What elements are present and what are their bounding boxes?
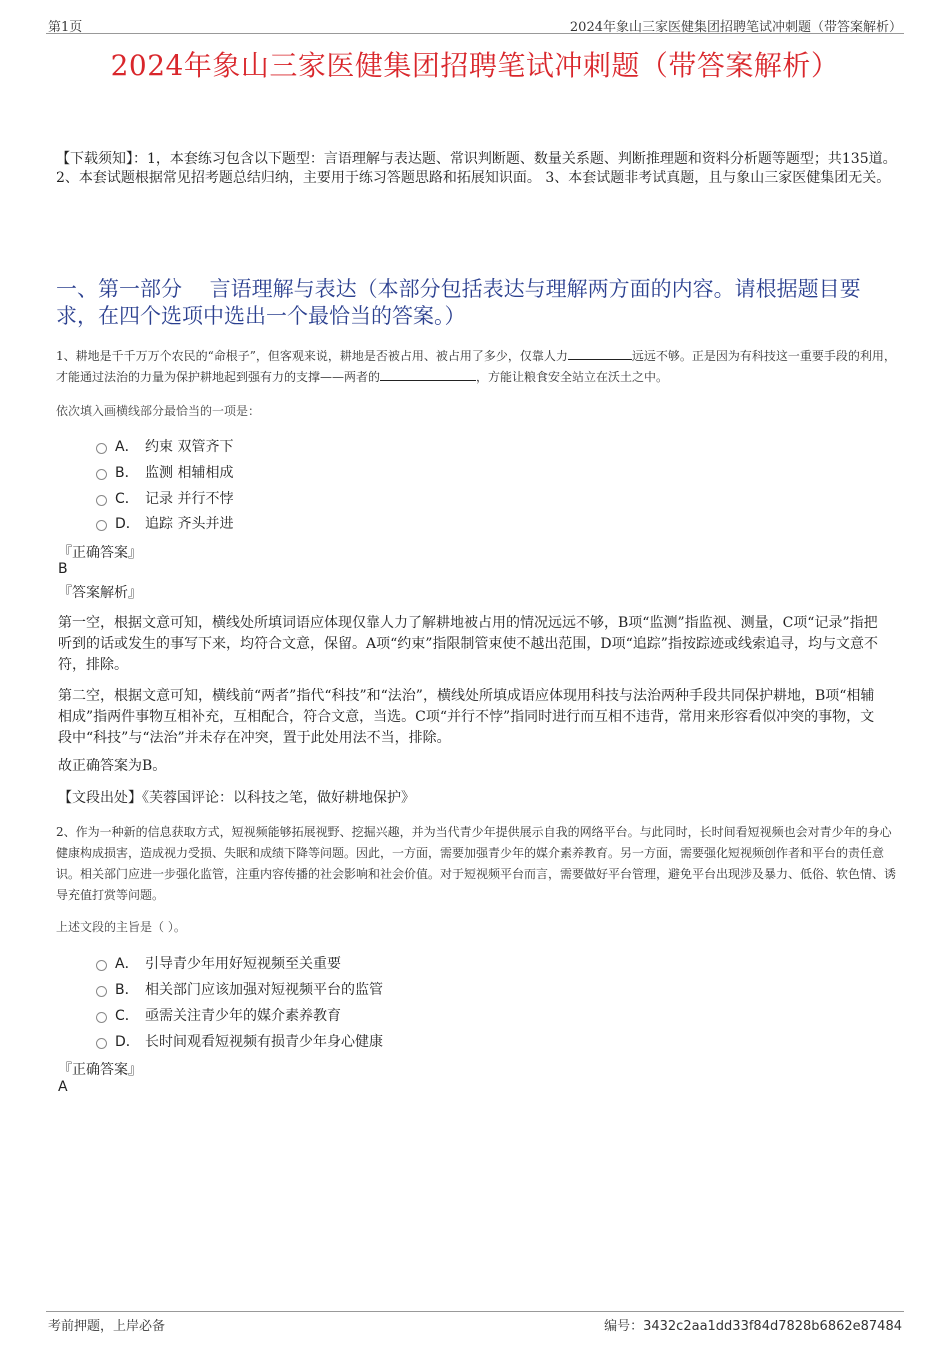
page-header	[46, 14, 904, 34]
question-1-text-part-c: ，方能让粮食安全站立在沃土之中。	[476, 370, 669, 384]
question-2-text: 2、作为一种新的信息获取方式，短视频能够拓展视野、挖掘兴趣，并为当代青少年提供展示自我的网络平台。与此同时，长时间看短视频也会对青少年的身心健康构成损害，造成视力受损、失眠和成绩下降等问题。因此，一方面，需要加强青少年的媒介素养教育。另一方面，需要强化短视频创作者和平台的责任意识。相关部门应进一步强化监管，注重内容传播的社会影响和社会价值。对于短视频平台而言，需要做好平台管理，避免平台出现涉及暴力、低俗、软色情、诱导充值打赏等问题。	[56, 825, 897, 902]
option-letter: B．	[115, 982, 139, 998]
correct-answer-label: 『正确答案』	[58, 1062, 142, 1078]
analysis-paragraph-2: 第二空，根据文意可知，横线前“两者”指代“科技”和“法治”，横线处所填成语应体现用科技与法治两种手段共同保护耕地，B项“相辅相成”指两件事物互相补充，互相配合，符合文意，当选。C项“并行不悖”指同时进行而互相不违背，常用来形容看似冲突的事物，文段中“科技”与“法治”并未存在冲突，置于此处用法不当，排除。	[58, 688, 875, 746]
header-doc-title: 2024年象山三家医健集团招聘笔试冲刺题（带答案解析）	[569, 20, 902, 35]
page-number: 第1页	[48, 20, 83, 35]
correct-answer-value: A	[58, 1079, 68, 1095]
question-1-option-c[interactable]	[96, 488, 233, 508]
document-code	[604, 1315, 902, 1334]
question-1-option-d[interactable]	[96, 513, 233, 533]
option-letter: A．	[115, 956, 139, 972]
question-1-prompt: 依次填入画横线部分最恰当的一项是：	[56, 404, 261, 418]
download-notice: 【下载须知】：1，本套练习包含以下题型：言语理解与表达题、常识判断题、数量关系题、判断推理题和资料分析题等题型；共135道。 2、本套试题根据常见招考题总结归纳，主要用于练习答题思路和拓展知识面。 3、本套试题非考试真题，且与象山三家医健集团无关。	[56, 151, 897, 186]
radio-button[interactable]	[96, 469, 107, 480]
question-1-text-part-a: 1、耕地是千千万万个农民的“命根子”，但客观来说，耕地是否被占用、被占用了多少，仅靠人力	[56, 349, 568, 363]
question-2-option-a[interactable]	[96, 953, 341, 973]
document-code-label: 编号：	[604, 1319, 644, 1334]
correct-answer-value: B	[58, 561, 68, 577]
option-text: 相关部门应该加强对短视频平台的监管	[145, 982, 383, 998]
analysis-conclusion: 故正确答案为B。	[58, 758, 167, 774]
option-text: 引导青少年用好短视频至关重要	[145, 956, 341, 972]
fill-blank-1	[568, 348, 632, 360]
option-text: 长时间观看短视频有损青少年身心健康	[145, 1034, 383, 1050]
radio-button[interactable]	[96, 443, 107, 454]
radio-button[interactable]	[96, 1038, 107, 1049]
page-footer	[46, 1311, 904, 1335]
radio-button[interactable]	[96, 495, 107, 506]
question-2-option-c[interactable]	[96, 1005, 341, 1025]
option-text: 约束 双管齐下	[145, 439, 234, 455]
question-2-prompt: 上述文段的主旨是（ ）。	[56, 920, 186, 934]
option-text: 亟需关注青少年的媒介素养教育	[145, 1008, 341, 1024]
option-letter: B．	[115, 465, 139, 481]
fill-blank-2	[380, 369, 476, 381]
document-code-value: 3432c2aa1dd33f84d7828b6862e87484	[643, 1319, 902, 1334]
question-1-text	[56, 346, 898, 388]
radio-button[interactable]	[96, 520, 107, 531]
radio-button[interactable]	[96, 960, 107, 971]
document-title: 2024年象山三家医健集团招聘笔试冲刺题（带答案解析）	[110, 49, 840, 82]
question-1-option-b[interactable]	[96, 462, 233, 482]
option-letter: C．	[115, 1008, 139, 1024]
option-letter: D．	[115, 1034, 140, 1050]
option-text: 记录 并行不悖	[145, 491, 234, 507]
question-1-option-a[interactable]	[96, 436, 233, 456]
option-text: 监测 相辅相成	[145, 465, 234, 481]
option-letter: D．	[115, 516, 140, 532]
correct-answer-label: 『正确答案』	[58, 545, 142, 561]
radio-button[interactable]	[96, 986, 107, 997]
option-letter: A．	[115, 439, 139, 455]
radio-button[interactable]	[96, 1012, 107, 1023]
question-2-option-d[interactable]	[96, 1031, 383, 1051]
question-2-option-b[interactable]	[96, 979, 383, 999]
option-text: 追踪 齐头并进	[145, 516, 234, 532]
question-1-text-part-b: 远远不够。正是因为有科技这一重要手段的利用，才能通过法治的力量为保护耕地起到强有力的支撑——两者的	[56, 349, 896, 384]
footer-slogan: 考前押题，上岸必备	[48, 1319, 166, 1334]
option-letter: C．	[115, 491, 139, 507]
answer-analysis-label: 『答案解析』	[58, 585, 142, 601]
passage-source: 【文段出处】《芙蓉国评论：以科技之笔，做好耕地保护》	[58, 790, 415, 806]
section-heading: 一、第一部分 言语理解与表达（本部分包括表达与理解两方面的内容。请根据题目要求，在四个选项中选出一个最恰当的答案。）	[56, 277, 861, 328]
analysis-paragraph-1: 第一空，根据文意可知，横线处所填词语应体现仅靠人力了解耕地被占用的情况远远不够，B项“监测”指监视、测量，C项“记录”指把听到的话或发生的事写下来，均符合文意，保留。A项“约束”指限制管束使不越出范围，D项“追踪”指按踪迹或线索追寻，均与文意不符，排除。	[58, 615, 878, 673]
